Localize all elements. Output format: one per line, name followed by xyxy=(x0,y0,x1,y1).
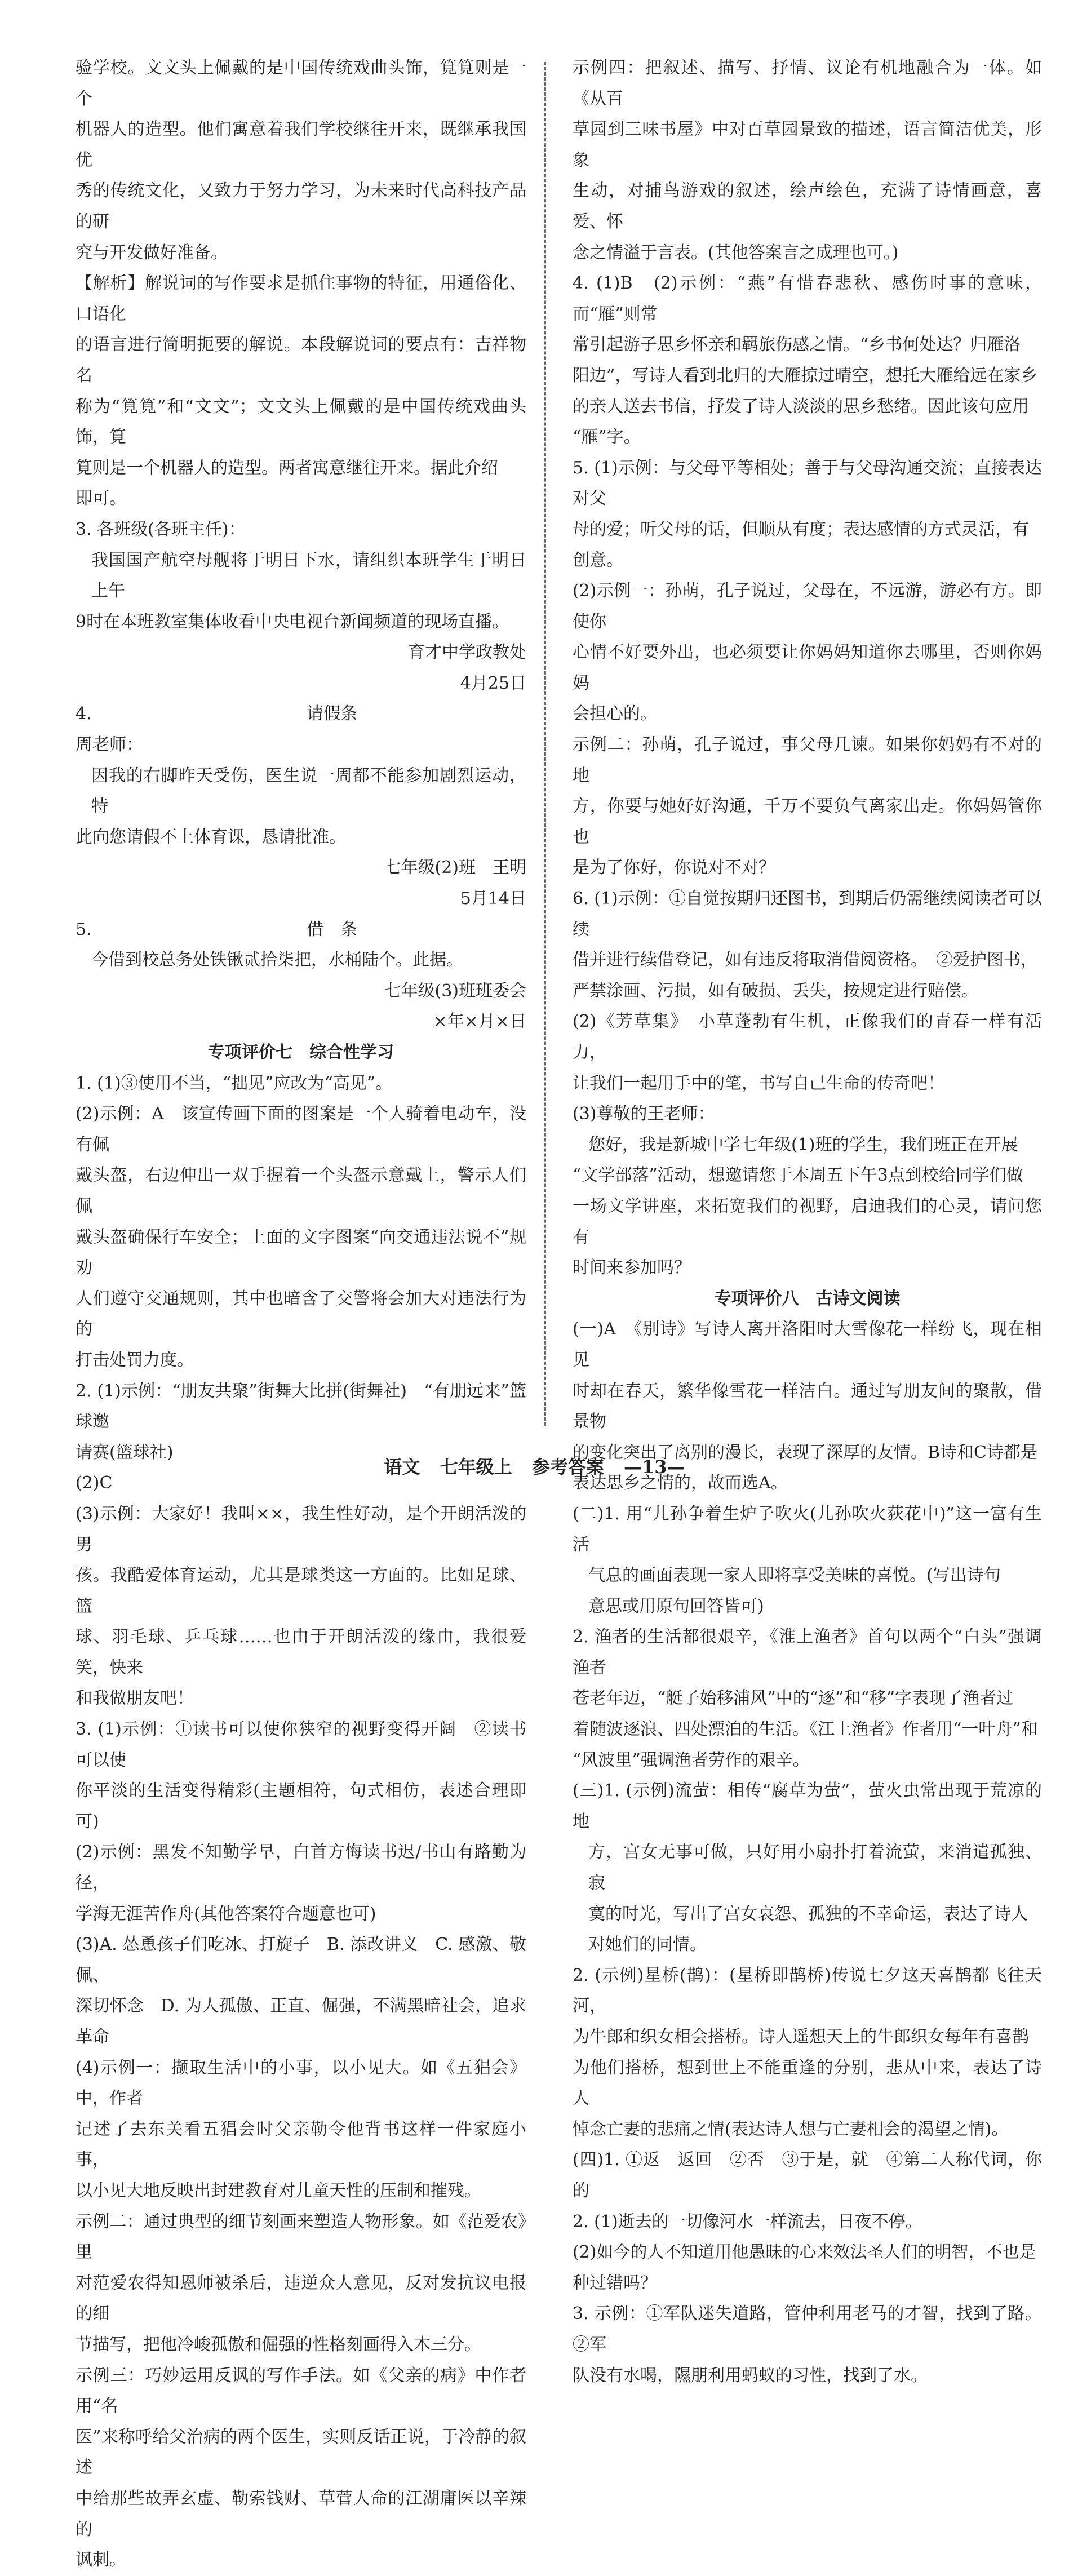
text-line: 机器人的造型。他们寓意着我们学校继往开来，既继承我国优 xyxy=(76,119,526,170)
text-line: 示例二：通过典型的细节刻画来塑造人物形象。如《范爱农》里 xyxy=(76,2211,526,2263)
text-line: 育才中学政教处 xyxy=(408,642,526,663)
text-line: (一)A 《别诗》写诗人离开洛阳时大雪像花一样纷飞，现在相见 xyxy=(573,1319,1042,1370)
footer-page-number: —13— xyxy=(623,1456,685,1478)
text-line: “文学部落”活动，想邀请您于本周五下午3点到校给同学们做 xyxy=(573,1165,1023,1186)
right-column xyxy=(573,53,1042,2391)
text-line: (2)如今的人不知道用他愚昧的心来效法圣人们的明智，不也是 xyxy=(573,2242,1036,2263)
text-line: 阳边”，写诗人看到北归的大雁掠过晴空，想托大雁给远在家乡 xyxy=(573,365,1038,385)
text-line: 一场文学讲座，来拓宽我们的视野，启迪我们的心灵，请问您有 xyxy=(573,1196,1042,1247)
footer-grade: 七年级上 xyxy=(440,1456,512,1478)
page-footer xyxy=(0,1453,1069,1479)
text-line: 方，你要与她好好沟通，千万不要负气离家出走。你妈妈管你也 xyxy=(573,796,1042,847)
text-line: 6. (1)示例：①自觉按期归还图书，到期后仍需继续阅读者可以续 xyxy=(573,889,1042,939)
text-line: 2. (示例)星桥(鹊)：(星桥即鹊桥)传说七夕这天喜鹊都飞往天河， xyxy=(573,1965,1042,2016)
text-line: 此向您请假不上体育课，恳请批准。 xyxy=(76,827,346,847)
text-line: 【解析】解说词的写作要求是抓住事物的特征，用通俗化、口语化 xyxy=(76,273,526,324)
text-line: 5. 借 条 xyxy=(76,919,358,939)
text-line: 5月14日 xyxy=(460,889,526,909)
text-line: 医”来称呼给父治病的两个医生，实则反话正说，于冷静的叙述 xyxy=(76,2427,526,2478)
text-line: 筧则是一个机器人的造型。两者寓意继往开来。据此介绍 xyxy=(76,458,498,478)
text-line: 念之情溢于言表。(其他答案言之成理也可。) xyxy=(573,242,899,263)
text-line: 方，宫女无事可做，只好用小扇扑打着流萤，来消遣孤独、寂 xyxy=(588,1842,1042,1894)
text-line: 意思或用原句回答皆可) xyxy=(588,1596,764,1616)
text-line: 秀的传统文化，又致力于努力学习，为未来时代高科技产品的研 xyxy=(76,181,526,232)
text-line: 3. 各班级(各班主任)： xyxy=(76,519,246,539)
text-line: 母的爱；听父母的话，但顺从有度；表达感情的方式灵活，有 xyxy=(573,519,1029,539)
text-line: 打击处罚力度。 xyxy=(76,1350,194,1370)
text-line: 借并进行续借登记，如有违反将取消借阅资格。 ②爱护图书， xyxy=(573,950,1037,970)
text-line: 表达思乡之情的，故而选A。 xyxy=(573,1473,788,1493)
text-line: 苍老年迈，“艇子始移浦风”中的“逐”和“移”字表现了渔者过 xyxy=(573,1688,1014,1709)
text-line: (三)1. (示例)流萤：相传“腐草为萤”，萤火虫常出现于荒凉的地 xyxy=(573,1781,1042,1832)
text-line: (3)A. 怂恿孩子们吃冰、打旋子 B. 添改讲义 C. 感激、敬佩、 xyxy=(76,1935,526,1985)
footer-subject: 语文 xyxy=(384,1456,420,1478)
text-line: 和我做朋友吧！ xyxy=(76,1688,194,1709)
text-line: (2)示例一：孙萌，孔子说过，父母在，不远游，游必有方。即使你 xyxy=(573,581,1042,632)
text-line: 常引起游子思乡怀亲和羁旅伤感之情。“乡书何处达？归雁洛 xyxy=(573,335,1021,355)
text-line: 对她们的同情。 xyxy=(588,1935,707,1955)
text-line: 2. (1)示例：“朋友共聚”街舞大比拼(街舞社) “有朋远来”篮球邀 xyxy=(76,1381,526,1432)
text-line: 究与开发做好准备。 xyxy=(76,242,228,263)
text-line: 示例四：把叙述、描写、抒情、议论有机地融合为一体。如《从百 xyxy=(573,58,1042,109)
text-line: 对范爱农得知恩师被杀后，违逆众人意见，反对发抗议电报的细 xyxy=(76,2273,526,2324)
text-line: 3. 示例：①军队迷失道路，管仲利用老马的才智，找到了路。②军 xyxy=(573,2304,1042,2355)
text-line: 气息的画面表现一家人即将享受美味的喜悦。(写出诗句 xyxy=(588,1566,1001,1586)
text-line: “风波里”强调渔者劳作的艰辛。 xyxy=(573,1750,810,1770)
text-line: 严禁涂画、污损，如有破损、丢失，按规定进行赔偿。 xyxy=(573,981,978,1001)
text-line: (四)1. ①返 返回 ②否 ③于是，就 ④第二人称代词，你的 xyxy=(573,2150,1042,2201)
text-line: (2)示例：黑发不知勤学早，白首方悔读书迟/书山有路勤为径， xyxy=(76,1842,526,1894)
text-line: 记述了去东关看五猖会时父亲勒令他背书这样一件家庭小事， xyxy=(76,2119,526,2170)
text-line: 种过错吗？ xyxy=(573,2273,657,2293)
text-line: 您好，我是新城中学七年级(1)班的学生，我们班正在开展 xyxy=(588,1134,1018,1155)
text-line: 寞的时光，写出了宫女哀怨、孤独的不幸命运，表达了诗人 xyxy=(588,1904,1028,1924)
text-line: 戴头盔，右边伸出一双手握着一个头盔示意戴上，警示人们佩 xyxy=(76,1165,526,1216)
text-line: 孩。我酷爱体育运动，尤其是球类这一方面的。比如足球、篮 xyxy=(76,1566,526,1616)
text-line: 队没有水喝，隰朋利用蚂蚁的习性，找到了水。 xyxy=(573,2365,928,2386)
text-line: 3. (1)示例：①读书可以使你狭窄的视野变得开阔 ②读书可以使 xyxy=(76,1719,526,1770)
text-line: 节描写，把他冷峻孤傲和倔强的性格刻画得入木三分。 xyxy=(76,2334,481,2355)
text-line: 讽刺。 xyxy=(76,2550,126,2570)
text-line: 中给那些故弄玄虚、勒索钱财、草菅人命的江湖庸医以辛辣的 xyxy=(76,2488,526,2539)
text-line: 为他们搭桥，想到世上不能重逢的分别，悲从中来，表达了诗人 xyxy=(573,2058,1042,2109)
text-line: 时间来参加吗？ xyxy=(573,1258,691,1278)
text-line: 人们遵守交通规则，其中也暗含了交警将会加大对违法行为的 xyxy=(76,1288,526,1340)
text-line: 时却在春天，繁华像雪花一样洁白。通过写朋友间的聚散，借景物 xyxy=(573,1381,1042,1432)
text-line: 的语言进行简明扼要的解说。本段解说词的要点有：吉祥物名 xyxy=(76,335,526,385)
text-line: 的变化突出了离别的漫长，表现了深厚的友情。B诗和C诗都是 xyxy=(573,1442,1037,1462)
text-line: 会担心的。 xyxy=(573,704,657,724)
text-line: (2)示例：A 该宣传画下面的图案是一个人骑着电动车，没有佩 xyxy=(76,1104,526,1155)
text-line: 示例三：巧妙运用反讽的写作手法。如《父亲的病》中作者用“名 xyxy=(76,2365,526,2417)
text-line: 验学校。文文头上佩戴的是中国传统戏曲头饰，筧筧则是一个 xyxy=(76,58,526,109)
text-line: 即可。 xyxy=(76,489,126,509)
text-line: 为牛郎和织女相会搭桥。诗人遥想天上的牛郎织女每年有喜鹊 xyxy=(573,2027,1029,2047)
text-line: 生动，对捕鸟游戏的叙述，绘声绘色，充满了诗情画意，喜爱、怀 xyxy=(573,181,1042,232)
text-line: 你平淡的生活变得精彩(主题相符，句式相仿，表述合理即可) xyxy=(76,1781,526,1832)
text-line: 以小见大地反映出封建教育对儿童天性的压制和摧残。 xyxy=(76,2180,481,2201)
text-line: 2. 渔者的生活都很艰辛，《淮上渔者》首句以两个“白头”强调渔者 xyxy=(573,1627,1042,1678)
text-line: (2)《芳草集》 小草蓬勃有生机，正像我们的青春一样有活力， xyxy=(573,1012,1042,1062)
text-line: (3)示例：大家好！我叫××，我生性好动，是个开朗活泼的男 xyxy=(76,1504,526,1555)
text-line: 因我的右脚昨天受伤，医生说一周都不能参加剧烈运动，特 xyxy=(91,765,526,817)
left-column xyxy=(76,53,526,2576)
text-line: (3)尊敬的王老师： xyxy=(573,1104,715,1124)
text-line: 2. (1)逝去的一切像河水一样流去，日夜不停。 xyxy=(573,2211,922,2232)
text-line: 今借到校总务处铁锹贰拾柒把，水桶陆个。此据。 xyxy=(91,950,463,970)
footer-label: 参考答案 xyxy=(531,1456,604,1478)
text-line: 专项评价七 综合性学习 xyxy=(208,1043,394,1062)
text-line: 着随波逐浪、四处漂泊的生活。《江上渔者》作者用“一叶舟”和 xyxy=(573,1719,1038,1740)
text-line: 球、羽毛球、乒乓球……也由于开朗活泼的缘由，我很爱笑，快来 xyxy=(76,1627,526,1678)
text-line: 周老师： xyxy=(76,735,143,755)
text-line: 悼念亡妻的悲痛之情(表达诗人想与亡妻相会的渴望之情)。 xyxy=(573,2119,1009,2139)
text-line: 4. (1)B (2)示例：“燕”有惜春悲秋、感伤时事的意味，而“雁”则常 xyxy=(573,273,1042,324)
text-line: ×年×月×日 xyxy=(433,1012,526,1032)
text-line: 5. (1)示例：与父母平等相处；善于与父母沟通交流；直接表达对父 xyxy=(573,458,1042,509)
text-line: 七年级(2)班 王明 xyxy=(384,858,526,878)
text-line: 1. (1)③使用不当，“拙见”应改为“高见”。 xyxy=(76,1073,393,1093)
text-line: 草园到三味书屋》中对百草园景致的描述，语言简洁优美，形象 xyxy=(573,119,1042,170)
text-line: 七年级(3)班班委会 xyxy=(384,981,526,1001)
text-line: 深切怀念 D. 为人孤傲、正直、倔强，不满黑暗社会，追求革命 xyxy=(76,1996,526,2047)
text-line: 称为“筧筧”和“文文”；文文头上佩戴的是中国传统戏曲头饰，筧 xyxy=(76,396,526,447)
text-line: 专项评价八 古诗文阅读 xyxy=(714,1288,901,1309)
column-divider xyxy=(544,62,546,1426)
text-line: 示例二：孙萌，孔子说过，事父母几谏。如果你妈妈有不对的地 xyxy=(573,735,1042,786)
text-line: 创意。 xyxy=(573,550,623,570)
text-line: 是为了你好，你说对不对？ xyxy=(573,858,775,878)
text-line: 的亲人送去书信，抒发了诗人淡淡的思乡愁绪。因此该句应用 xyxy=(573,396,1029,416)
text-line: 4月25日 xyxy=(460,673,526,693)
text-line: (4)示例一：撷取生活中的小事，以小见大。如《五猖会》中，作者 xyxy=(76,2058,526,2109)
text-line: 请赛(篮球社) xyxy=(76,1442,174,1462)
text-line: 戴头盔确保行车安全；上面的文字图案“向交通违法说不”规劝 xyxy=(76,1227,526,1278)
text-line: 9时在本班教室集体收看中央电视台新闻频道的现场直播。 xyxy=(76,611,509,632)
text-line: (2)C xyxy=(76,1473,113,1493)
text-line: 4. 请假条 xyxy=(76,704,358,724)
text-line: (二)1. 用“儿孙争着生炉子吹火(儿孙吹火荻花中)”这一富有生活 xyxy=(573,1504,1042,1555)
text-line: 心情不好要外出，也必须要让你妈妈知道你去哪里，否则你妈妈 xyxy=(573,642,1042,693)
text-line: 让我们一起用手中的笔，书写自己生命的传奇吧！ xyxy=(573,1073,944,1093)
text-line: 我国国产航空母舰将于明日下水，请组织本班学生于明日上午 xyxy=(91,550,526,601)
text-line: “雁”字。 xyxy=(573,427,641,447)
text-line: 学海无涯苦作舟(其他答案符合题意也可) xyxy=(76,1904,376,1924)
